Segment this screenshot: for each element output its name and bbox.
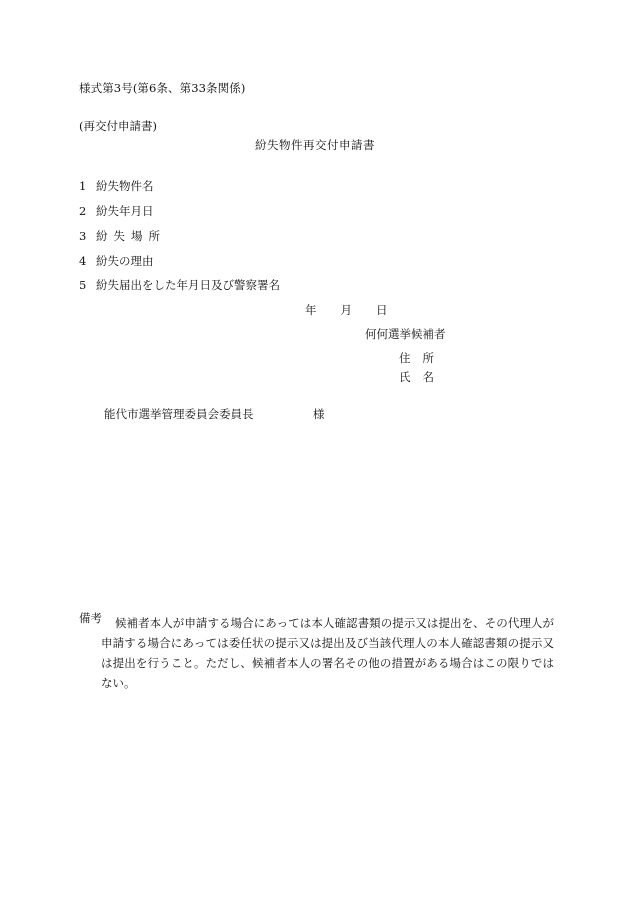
- addressee: 能代市選挙管理委員会委員長: [104, 407, 254, 421]
- address-label-second: 所: [422, 351, 434, 365]
- name-label-second: 名: [422, 370, 434, 384]
- item-label: 紛失年月日: [96, 204, 154, 218]
- item-label: 紛失の理由: [96, 254, 154, 268]
- item-number: 3: [79, 229, 87, 243]
- remarks-text: 候補者本人が申請する場合にあっては本人確認書類の提示又は提出を、その代理人が申請する場合にあっては委任状の提示又は提出及び当該代理人の本人確認書類の提示又は提出を行うこと。ただし、候補者本人の署名その他の措置がある場合はこの限りではない。: [101, 616, 554, 690]
- item-number: 4: [79, 254, 87, 268]
- remarks-label: 備考: [79, 611, 102, 625]
- date-day-label: 日: [376, 303, 388, 317]
- form-subtitle: (再交付申請書): [79, 119, 157, 133]
- list-item: [79, 206, 154, 218]
- item-label: 紛失届出をした年月日及び警察署名: [96, 278, 280, 292]
- list-item: [79, 181, 154, 193]
- item-number: 2: [79, 204, 87, 218]
- date-month-label: 月: [340, 303, 352, 317]
- date-line: [305, 305, 388, 317]
- item-label: 紛失場所: [96, 229, 166, 243]
- document-title: 紛失物件再交付申請書: [255, 138, 375, 152]
- address-label-first: 住: [399, 351, 411, 365]
- list-item: [79, 280, 280, 292]
- list-item: [79, 256, 154, 268]
- form-number: 様式第3号(第6条、第33条関係): [79, 81, 246, 95]
- item-number: 1: [79, 179, 87, 193]
- name-label-first: 氏: [399, 370, 411, 384]
- item-number: 5: [79, 278, 87, 292]
- honorific: 様: [313, 407, 325, 421]
- address-label: [399, 353, 434, 365]
- list-item: [79, 231, 166, 243]
- applicant-label: 何何選挙候補者: [365, 327, 446, 341]
- remarks-section: [79, 613, 554, 693]
- date-year-label: 年: [305, 303, 317, 317]
- item-label: 紛失物件名: [96, 179, 154, 193]
- name-label: [399, 372, 434, 384]
